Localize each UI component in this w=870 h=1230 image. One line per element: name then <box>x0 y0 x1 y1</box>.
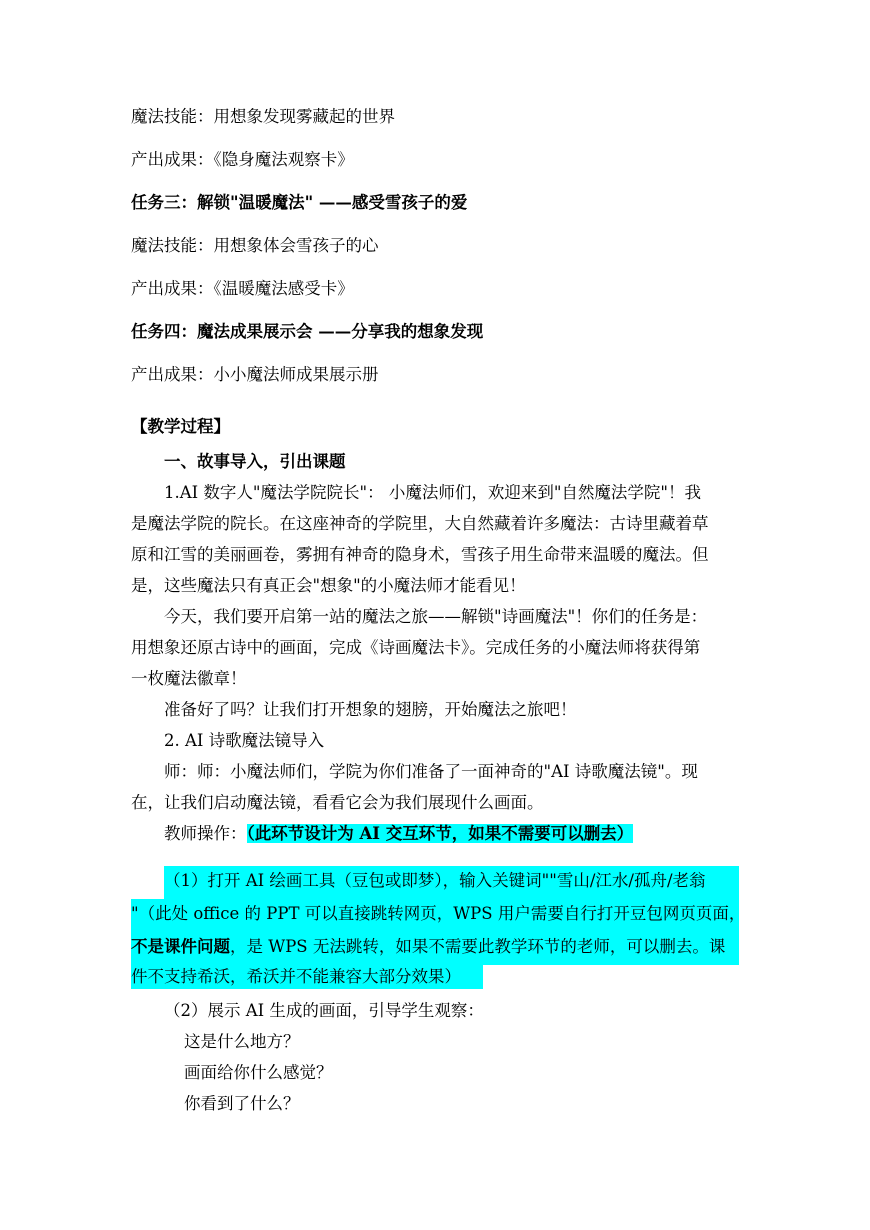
paragraph-line: 师：师：小魔法师们，学院为你们准备了一面神奇的"AI 诗歌魔法镜"。现 <box>164 762 698 781</box>
task4-output: 产出成果：小小魔法师成果展示册 <box>131 365 379 384</box>
paragraph-line: 是，这些魔法只有真正会"想象"的小魔法师才能看见！ <box>131 576 526 595</box>
paragraph-text: ，是 WPS 无法跳转，如果不需要此教学环节的老师，可以删去。课 <box>230 937 726 956</box>
paragraph-line: 1.AI 数字人"魔法学院院长"： 小魔法师们，欢迎来到"自然魔法学院"！我 <box>164 483 702 502</box>
question-line: 画面给你什么感觉？ <box>184 1063 333 1082</box>
emphasis-text: 不是课件问题 <box>131 937 230 956</box>
paragraph-line: （1）打开 AI 绘画工具（豆包或即梦），输入关键词""雪山/江水/孤舟/老翁 <box>164 871 706 890</box>
teacher-operation <box>164 823 633 845</box>
paragraph-line: 准备好了吗？让我们打开想象的翅膀，开始魔法之旅吧！ <box>164 700 577 719</box>
subsection-heading: 2. AI 诗歌魔法镜导入 <box>164 731 325 750</box>
task2-output: 产出成果：《隐身魔法观察卡》 <box>131 150 354 169</box>
task4-title: 任务四：魔法成果展示会 ——分享我的想象发现 <box>131 322 484 341</box>
section-heading: 一、故事导入，引出课题 <box>164 452 346 471</box>
teacher-operation-label: 教师操作： <box>164 824 247 843</box>
task2-skill: 魔法技能：用想象发现雾藏起的世界 <box>131 107 395 126</box>
paragraph-line: 原和江雪的美丽画卷，雾拥有神奇的隐身术，雪孩子用生命带来温暖的魔法。但 <box>131 545 709 564</box>
task3-output: 产出成果：《温暖魔法感受卡》 <box>131 279 354 298</box>
task3-title: 任务三：解锁"温暖魔法" ——感受雪孩子的爱 <box>131 193 468 212</box>
process-heading: 【教学过程】 <box>131 417 230 436</box>
paragraph-line: 用想象还原古诗中的画面，完成《诗画魔法卡》。完成任务的小魔法师将获得第 <box>131 638 701 657</box>
paragraph-line: （2）展示 AI 生成的画面，引导学生观察： <box>164 1001 484 1020</box>
ai-note-highlight: （此环节设计为 AI 交互环节，如果不需要可以删去） <box>246 824 634 843</box>
question-line: 这是什么地方？ <box>184 1032 300 1051</box>
paragraph-line <box>131 936 725 958</box>
paragraph-line: 件不支持希沃，希沃并不能兼容大部分效果） <box>131 967 461 986</box>
task3-skill: 魔法技能：用想象体会雪孩子的心 <box>131 236 379 255</box>
paragraph-line: "（此处 office 的 PPT 可以直接跳转网页，WPS 用户需要自行打开豆包网页页面， <box>131 904 746 923</box>
paragraph-line: 是魔法学院的院长。在这座神奇的学院里，大自然藏着许多魔法：古诗里藏着草 <box>131 514 709 533</box>
paragraph-line: 今天，我们要开启第一站的魔法之旅——解锁"诗画魔法"！你们的任务是： <box>164 607 708 626</box>
question-line: 你看到了什么？ <box>184 1094 300 1113</box>
paragraph-line: 在，让我们启动魔法镜，看看它会为我们展现什么画面。 <box>131 793 544 812</box>
paragraph-line: 一枚魔法徽章！ <box>131 669 247 688</box>
